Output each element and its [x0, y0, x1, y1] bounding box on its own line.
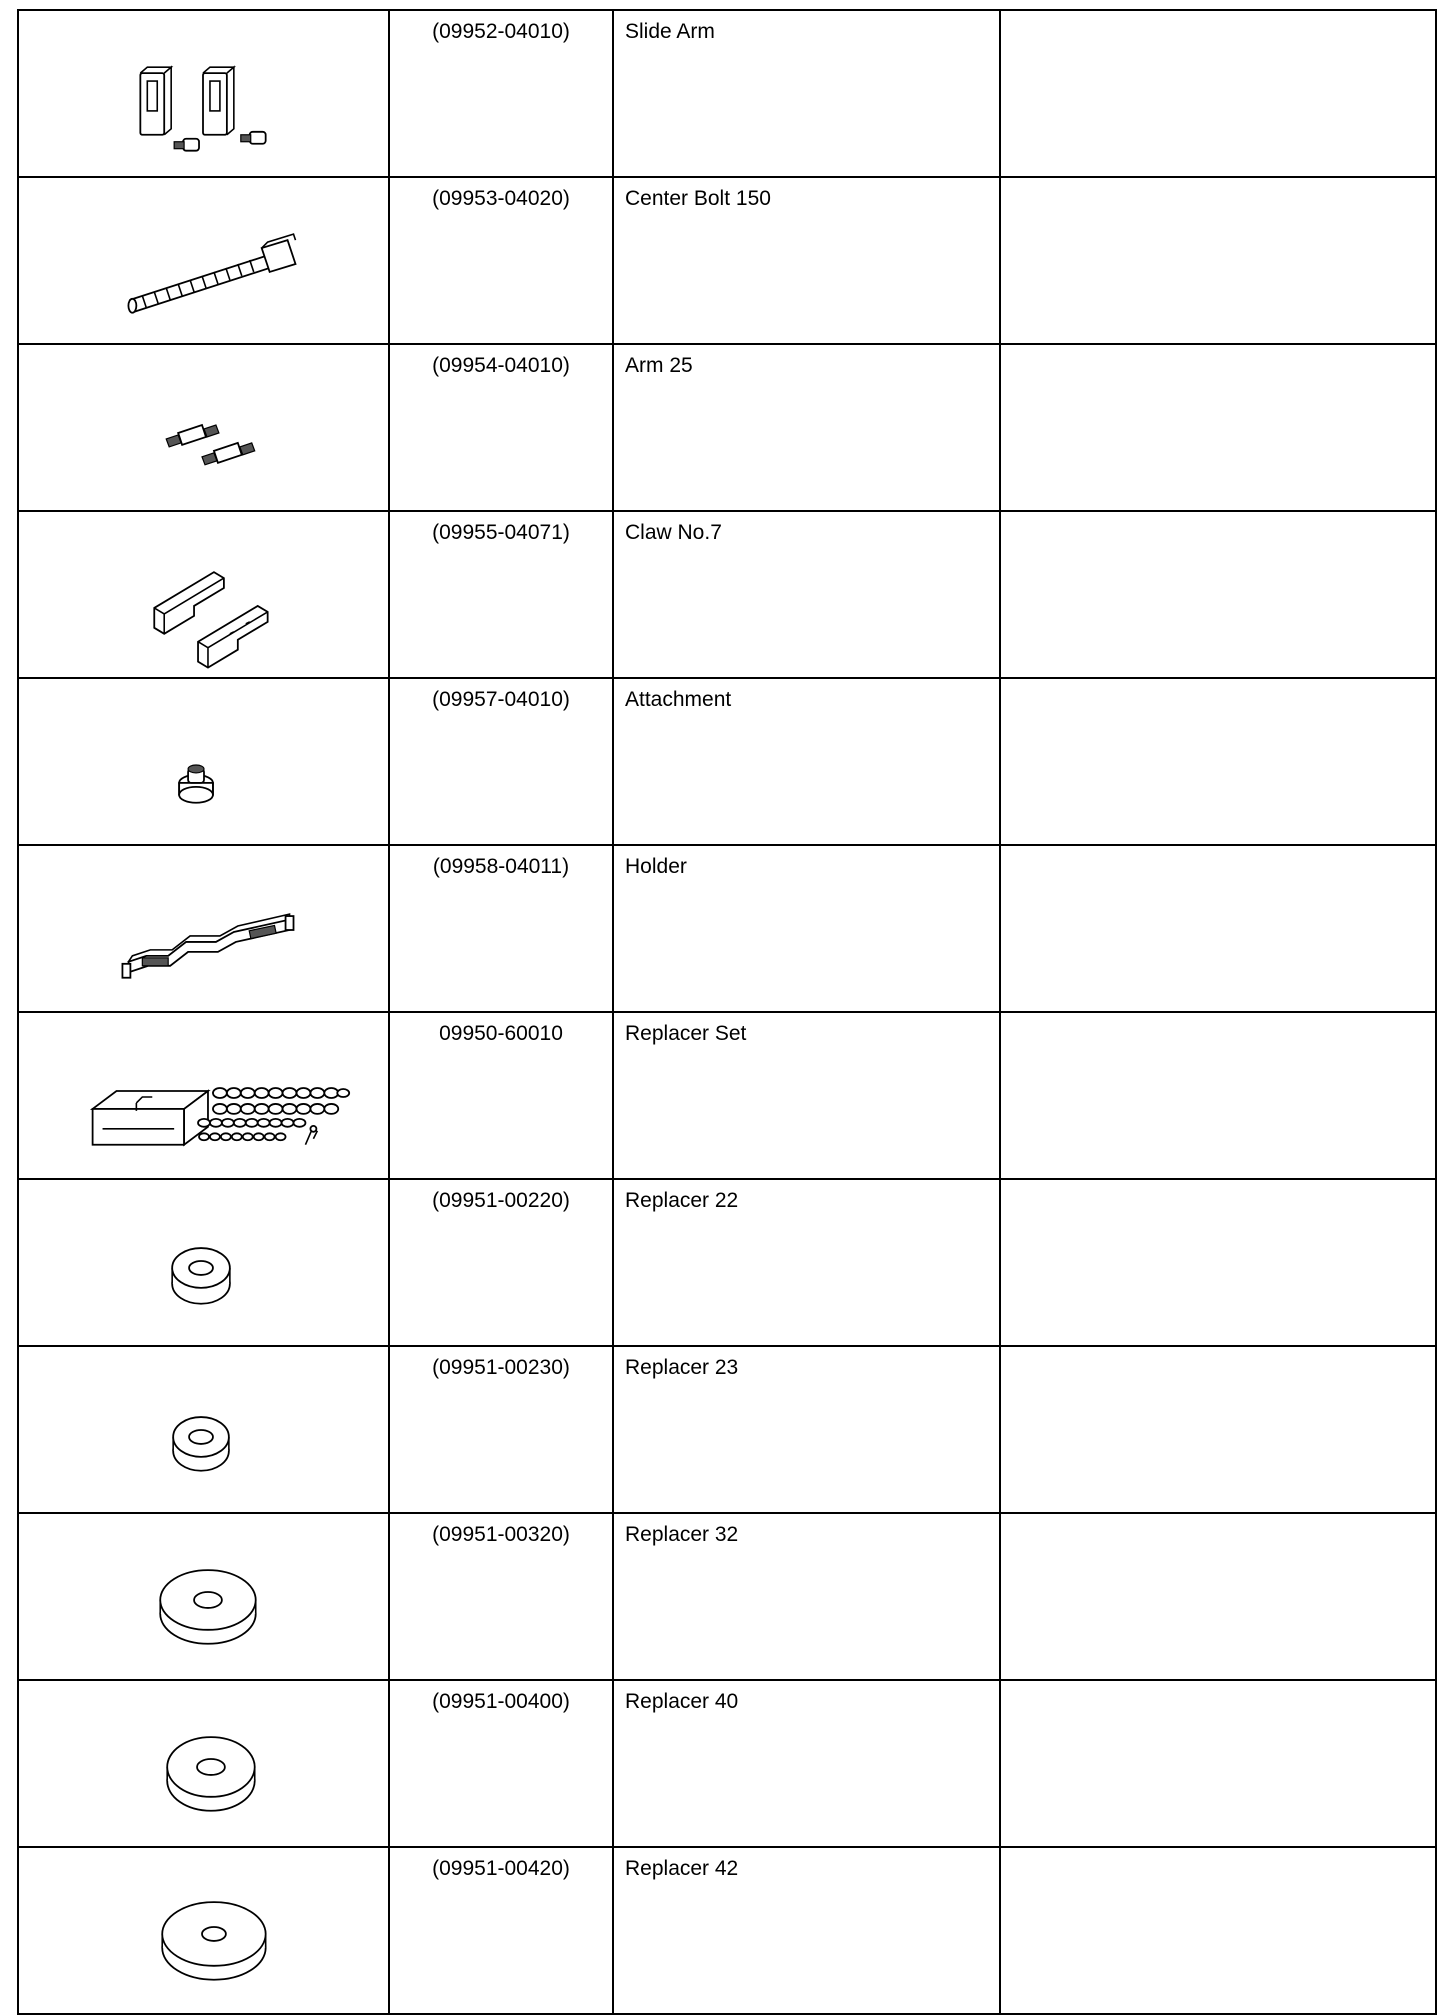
table-row	[18, 1179, 1436, 1346]
notes-cell	[1000, 1680, 1436, 1847]
table-row	[18, 1346, 1436, 1513]
notes-cell	[1000, 1012, 1436, 1179]
notes-cell	[1000, 1346, 1436, 1513]
tool-name: Holder	[613, 845, 1000, 1012]
tool-name: Arm 25	[613, 344, 1000, 511]
holder-icon	[19, 846, 388, 1011]
tool-name: Replacer 22	[613, 1179, 1000, 1346]
tool-name: Replacer Set	[613, 1012, 1000, 1179]
table-row	[18, 511, 1436, 678]
part-number: 09950-60010	[389, 1012, 613, 1179]
replacer-set-icon	[19, 1013, 388, 1178]
center-bolt-icon	[19, 178, 388, 343]
tool-name: Replacer 23	[613, 1346, 1000, 1513]
table-row	[18, 1847, 1436, 2014]
notes-cell	[1000, 10, 1436, 177]
notes-cell	[1000, 1513, 1436, 1680]
part-number: (09951-00230)	[389, 1346, 613, 1513]
illustration-cell	[18, 10, 389, 177]
part-number: (09955-04071)	[389, 511, 613, 678]
illustration-cell	[18, 511, 389, 678]
replacer-32-icon	[19, 1514, 388, 1679]
illustration-cell	[18, 1346, 389, 1513]
table-row	[18, 10, 1436, 177]
replacer-23-icon	[19, 1347, 388, 1512]
notes-cell	[1000, 845, 1436, 1012]
illustration-cell	[18, 1847, 389, 2014]
replacer-22-icon	[19, 1180, 388, 1345]
tool-name: Center Bolt 150	[613, 177, 1000, 344]
notes-cell	[1000, 177, 1436, 344]
part-number: (09951-00320)	[389, 1513, 613, 1680]
tool-name: Replacer 40	[613, 1680, 1000, 1847]
tool-name: Replacer 42	[613, 1847, 1000, 2014]
illustration-cell	[18, 845, 389, 1012]
notes-cell	[1000, 1179, 1436, 1346]
replacer-40-icon	[19, 1681, 388, 1846]
table-row	[18, 177, 1436, 344]
table-row	[18, 678, 1436, 845]
tool-name: Slide Arm	[613, 10, 1000, 177]
part-number: (09952-04010)	[389, 10, 613, 177]
replacer-42-icon	[19, 1848, 388, 2013]
notes-cell	[1000, 1847, 1436, 2014]
illustration-cell	[18, 678, 389, 845]
part-number: (09953-04020)	[389, 177, 613, 344]
table-row	[18, 1012, 1436, 1179]
attachment-icon	[19, 679, 388, 844]
part-number: (09951-00420)	[389, 1847, 613, 2014]
part-number: (09951-00400)	[389, 1680, 613, 1847]
tool-name: Replacer 32	[613, 1513, 1000, 1680]
arm-icon	[19, 345, 388, 510]
part-number: (09958-04011)	[389, 845, 613, 1012]
table-row	[18, 1680, 1436, 1847]
illustration-cell	[18, 1513, 389, 1680]
notes-cell	[1000, 344, 1436, 511]
notes-cell	[1000, 678, 1436, 845]
part-number: (09957-04010)	[389, 678, 613, 845]
special-tools-table	[17, 9, 1437, 2015]
table-row	[18, 344, 1436, 511]
claw-icon	[19, 512, 388, 677]
illustration-cell	[18, 177, 389, 344]
illustration-cell	[18, 344, 389, 511]
illustration-cell	[18, 1680, 389, 1847]
illustration-cell	[18, 1179, 389, 1346]
tool-name: Attachment	[613, 678, 1000, 845]
slide-arm-icon	[19, 11, 388, 176]
table-row	[18, 1513, 1436, 1680]
part-number: (09954-04010)	[389, 344, 613, 511]
tool-name: Claw No.7	[613, 511, 1000, 678]
notes-cell	[1000, 511, 1436, 678]
part-number: (09951-00220)	[389, 1179, 613, 1346]
table-row	[18, 845, 1436, 1012]
illustration-cell	[18, 1012, 389, 1179]
